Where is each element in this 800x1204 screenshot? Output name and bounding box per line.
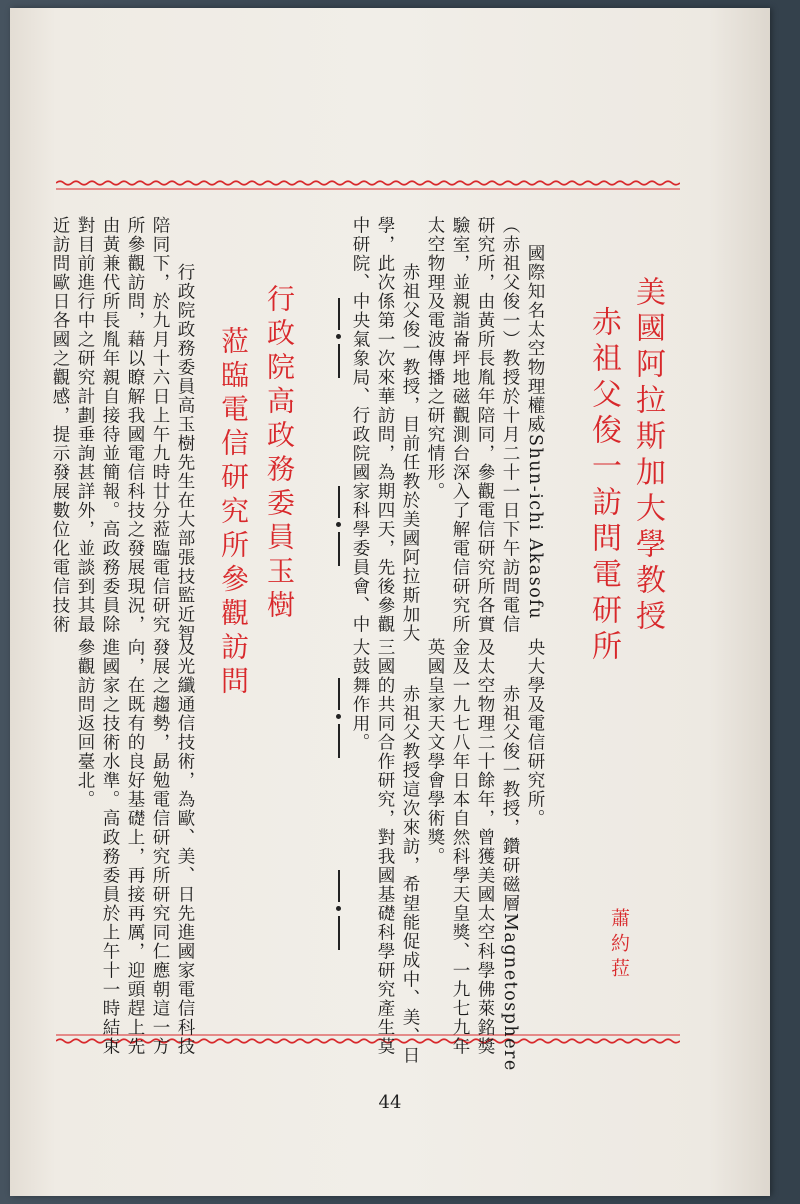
page-number: 44 — [378, 1092, 402, 1113]
article1-body-col: 研究所，由黃所長胤年陪同，參觀電信研究所各實 — [475, 216, 495, 634]
article2-title-line1: 行政院高政務委員玉樹 — [263, 284, 296, 624]
article1-body-col: 赤祖父教授這次來訪，希望能促成中、美、日 — [400, 666, 420, 1065]
article2-body-col: 參觀訪問返回臺北。 — [75, 638, 95, 809]
article2-body-col: 發展之趨勢，勗勉電信研究所研究同仁應朝這一方 — [150, 638, 170, 1056]
article2-title-line2: 蒞臨電信研究所參觀訪問 — [217, 326, 250, 700]
article2-body-col: 進國家之技術水準。高政務委員於上午十一時結束 — [100, 638, 120, 1056]
article2-body-col: 行政院政務委員高玉樹先生在大部張技監近智 — [175, 244, 195, 643]
article2-body-col: 向，在既有的良好基礎上，再接再厲，迎頭趕上先 — [125, 638, 145, 1056]
divider-ornament — [332, 486, 346, 566]
article1-body-col: 太空物理及電波傳播之研究情形。 — [425, 216, 445, 501]
article1-title-line1: 美國阿拉斯加大學教授 — [630, 276, 665, 636]
article2-body-col: 所參觀訪問，藉以瞭解我國電信科技之發展現況， — [125, 216, 145, 634]
article1-body-col: 及太空物理二十餘年，曾獲美國太空科學佛萊銘獎 — [475, 638, 495, 1056]
article2-body-col: 近訪問歐日各國之觀感，提示發展數位化電信技術 — [50, 216, 70, 634]
article1-body-col: （赤祖父俊一）教授於十月二十一日下午訪問電信 — [500, 216, 520, 634]
article1-body-col: 英國皇家天文學會學術獎。 — [425, 638, 445, 866]
article2-body-col: 及光纖通信技術，為歐、美、日先進國家電信科技 — [175, 638, 195, 1056]
article1-body-col: 赤祖父俊一教授，鑽研磁層Magnetosphere — [500, 666, 520, 1072]
article1-body-col: 金及一九七八年日本自然科學天皇獎、一九七九年 — [450, 638, 470, 1056]
article1-body-col: 央大學及電信研究所。 — [525, 638, 545, 828]
article2-body-col: 對目前進行中之研究計劃垂詢甚詳外，並談到其最 — [75, 216, 95, 634]
article2-body-col: 陪同下，於九月十六日上午九時廿分蒞臨電信研究 — [150, 216, 170, 634]
article1-title-line2: 赤祖父俊一訪問電研所 — [586, 306, 621, 666]
article1-body-col: 學，此次係第一次來華訪問，為期四天，先後參觀 — [375, 216, 395, 634]
book-page — [10, 8, 770, 1196]
article1-body-col: 驗室，並親詣崙坪地磁觀測台深入了解電信研究所 — [450, 216, 470, 634]
top-wave-border — [56, 178, 680, 192]
article1-body-col: 國際知名太空物理權威Shun-ichi Akasofu — [525, 244, 545, 620]
divider-ornament — [332, 678, 346, 758]
article1-body-col: 大鼓舞作用。 — [350, 638, 370, 752]
article1-body-col: 三國的共同合作研究，對我國基礎科學研究產生莫 — [375, 638, 395, 1056]
article1-body-col: 中研院、中央氣象局、行政院國家科學委員會、中 — [350, 216, 370, 634]
divider-ornament — [332, 298, 346, 378]
divider-ornament — [332, 870, 346, 950]
article1-author: 蕭約菈 — [608, 908, 630, 983]
article1-body-col: 赤祖父俊一教授，目前任教於美國阿拉斯加大 — [400, 244, 420, 643]
article2-body-col: 由黃兼代所長胤年親自接待並簡報。高政務委員除 — [100, 216, 120, 634]
